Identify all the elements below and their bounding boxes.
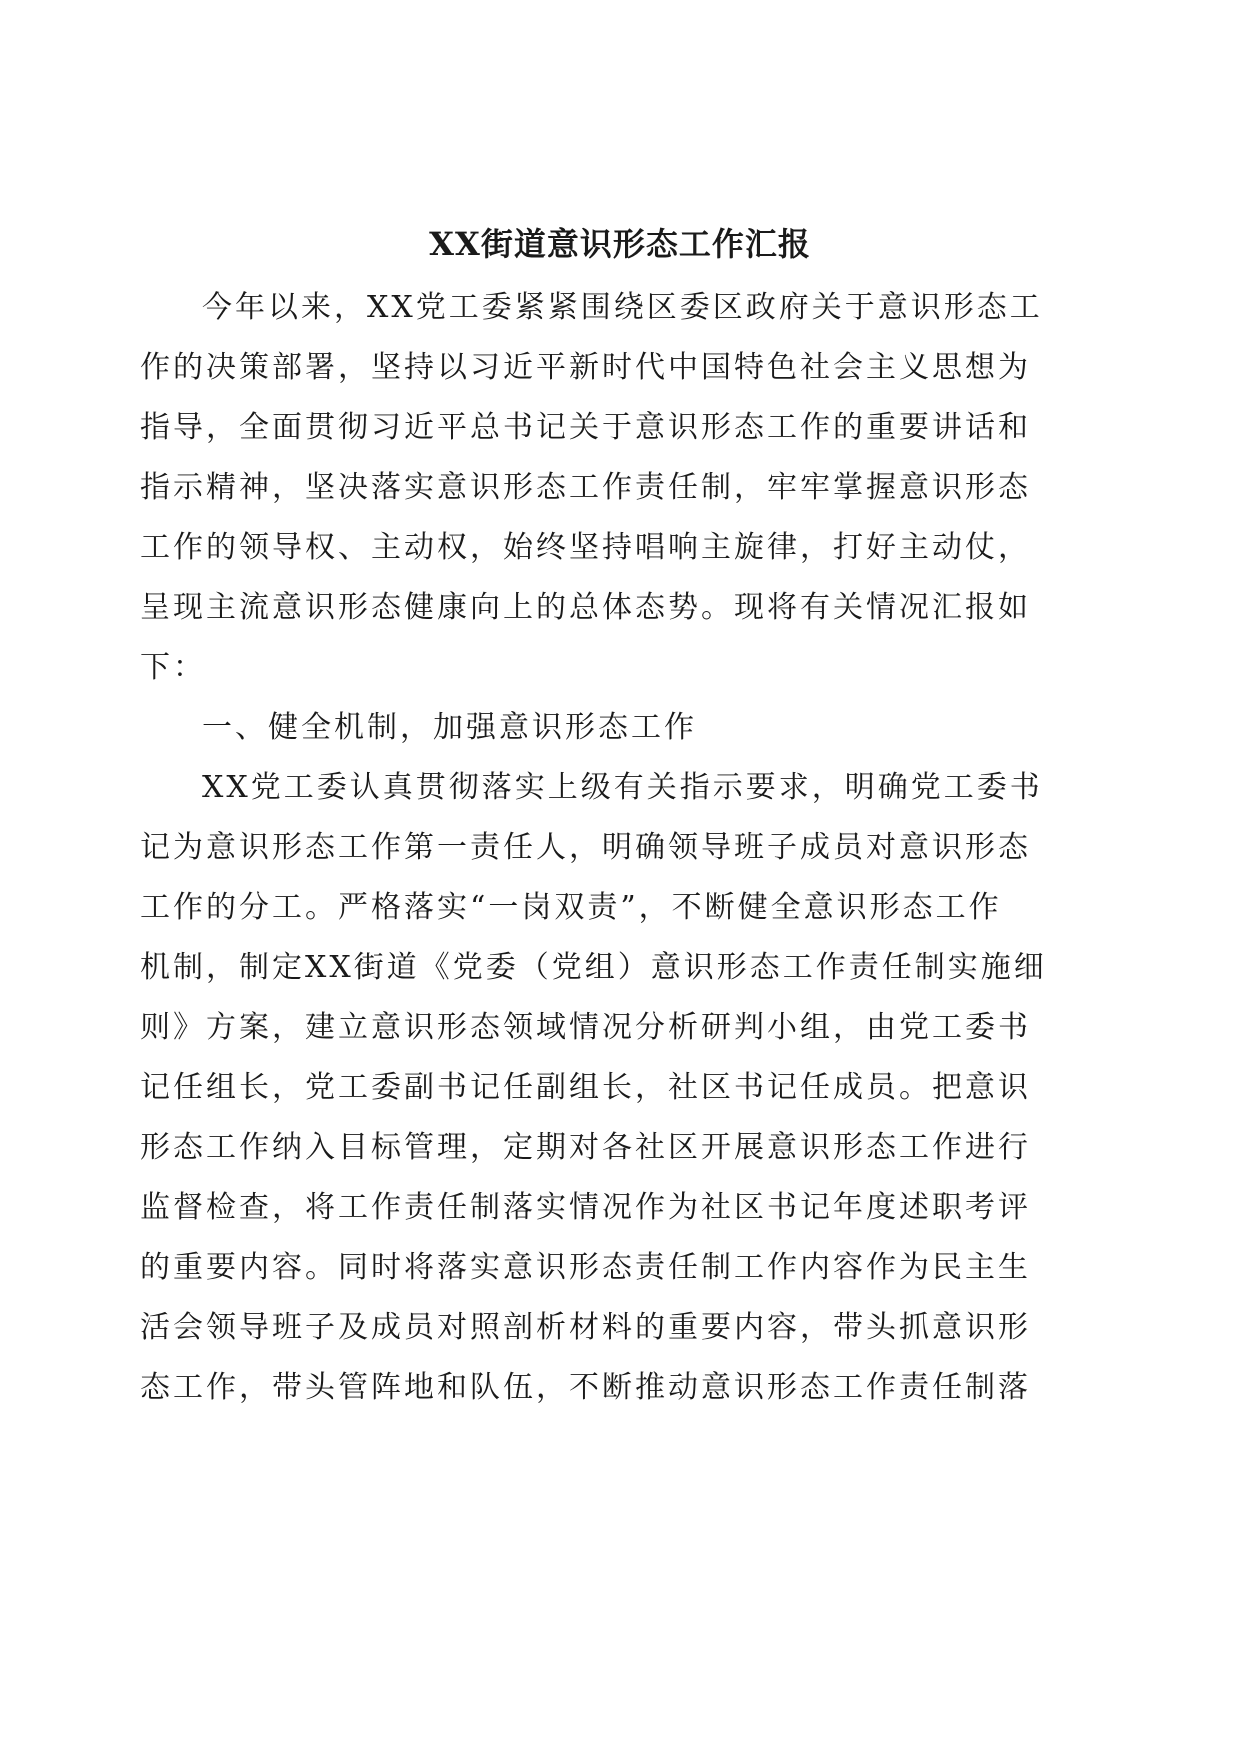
paragraph1-line: 指导，全面贯彻习近平总书记关于意识形态工作的重要讲话和 bbox=[140, 410, 1031, 445]
paragraph2-line: XX党工委认真贯彻落实上级有关指示要求，明确党工委书 bbox=[202, 770, 1043, 805]
paragraph1-line: 工作的领导权、主动权，始终坚持唱响主旋律，打好主动仗， bbox=[140, 530, 1031, 565]
paragraph1-line: 下： bbox=[140, 650, 206, 685]
paragraph2-line: 机制，制定XX街道《党委（党组）意识形态工作责任制实施细 bbox=[140, 950, 1047, 985]
section-heading: 一、健全机制，加强意识形态工作 bbox=[202, 710, 697, 745]
paragraph2-line: 的重要内容。同时将落实意识形态责任制工作内容作为民主生 bbox=[140, 1250, 1031, 1285]
paragraph2-line: 态工作，带头管阵地和队伍，不断推动意识形态工作责任制落 bbox=[140, 1370, 1031, 1405]
paragraph1-line: 作的决策部署，坚持以习近平新时代中国特色社会主义思想为 bbox=[140, 350, 1031, 385]
paragraph2-line: 工作的分工。严格落实“一岗双责”，不断健全意识形态工作 bbox=[140, 890, 1002, 925]
paragraph1-line: 今年以来，XX党工委紧紧围绕区委区政府关于意识形态工 bbox=[202, 290, 1043, 325]
paragraph2-line: 活会领导班子及成员对照剖析材料的重要内容，带头抓意识形 bbox=[140, 1310, 1031, 1345]
paragraph2-line: 记任组长，党工委副书记任副组长，社区书记任成员。把意识 bbox=[140, 1070, 1031, 1105]
document-title: XX街道意识形态工作汇报 bbox=[429, 225, 811, 263]
paragraph2-line: 记为意识形态工作第一责任人，明确领导班子成员对意识形态 bbox=[140, 830, 1031, 865]
paragraph2-line: 监督检查，将工作责任制落实情况作为社区书记年度述职考评 bbox=[140, 1190, 1031, 1225]
paragraph2-line: 形态工作纳入目标管理，定期对各社区开展意识形态工作进行 bbox=[140, 1130, 1031, 1165]
paragraph1-line: 呈现主流意识形态健康向上的总体态势。现将有关情况汇报如 bbox=[140, 590, 1031, 625]
paragraph2-line: 则》方案，建立意识形态领域情况分析研判小组，由党工委书 bbox=[140, 1010, 1031, 1045]
paragraph1-line: 指示精神，坚决落实意识形态工作责任制，牢牢掌握意识形态 bbox=[140, 470, 1031, 505]
